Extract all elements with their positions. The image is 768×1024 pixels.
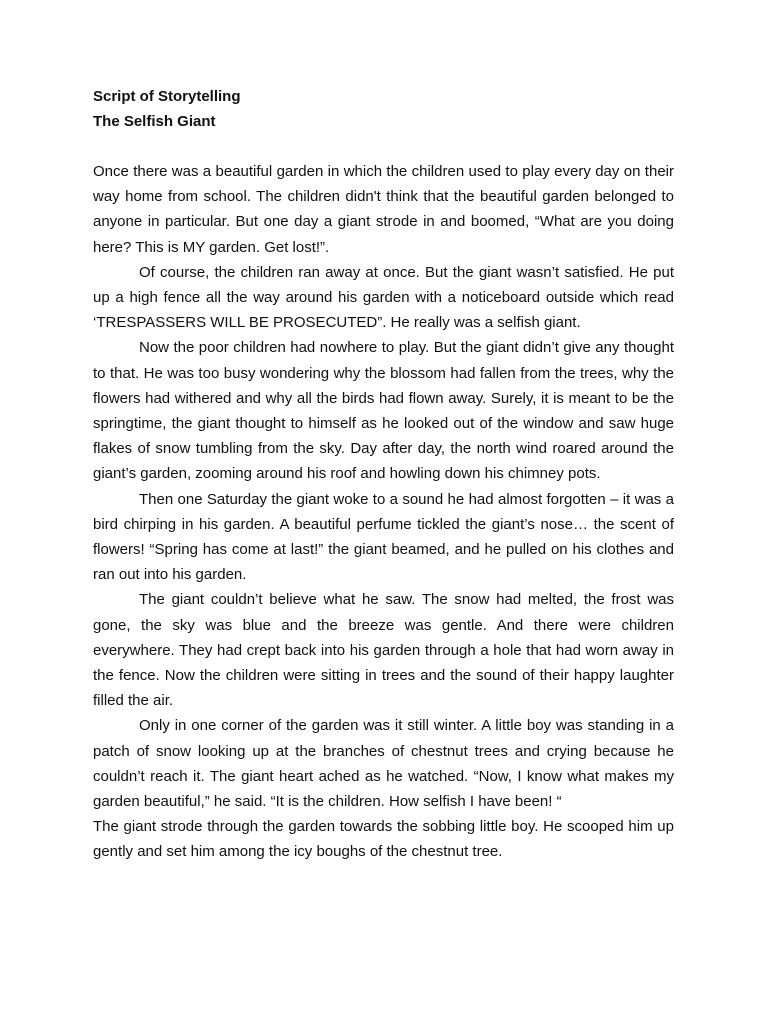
paragraph: The giant couldn’t believe what he saw. The snow had melted, the frost was gone, the sky was blue and the breeze was gentle. And there were children everywhere. They had crept back into his garden through a hole that had worn away in the fence. Now the children were sitting in trees and the sound of their happy laughter filled the air. xyxy=(93,591,674,710)
paragraph: Once there was a beautiful garden in which the children used to play every day on their way home from school. The children didn't think that the beautiful garden belonged to anyone in particular. But one day a giant strode in and boomed, “What are you doing here? This is MY garden. Get lost!”. xyxy=(93,163,674,256)
script-heading: Script of Storytelling xyxy=(93,88,241,105)
story-title: The Selfish Giant xyxy=(93,113,216,130)
paragraph: Now the poor children had nowhere to play. But the giant didn’t give any thought to that. He was too busy wondering why the blossom had fallen from the trees, why the flowers had withered and why all the birds had flown away. Surely, it is meant to be the springtime, the giant thought to himself as he looked out of the window and saw huge flakes of snow tumbling from the sky. Day after day, the north wind roared around the giant’s garden, zooming around his roof and howling down his chimney pots. xyxy=(93,339,674,483)
blank-line xyxy=(93,134,674,159)
paragraph: Of course, the children ran away at once. But the giant wasn’t satisfied. He put up a high fence all the way around his garden with a noticeboard outside which read ‘TRESPASSERS WILL BE PROSECUTED”. He really was a selfish giant. xyxy=(93,263,674,332)
paragraph: The giant strode through the garden towards the sobbing little boy. He scooped him up gently and set him among the icy boughs of the chestnut tree. xyxy=(93,818,674,861)
paragraph: Then one Saturday the giant woke to a sound he had almost forgotten – it was a bird chirping in his garden. A beautiful perfume tickled the giant’s nose… the scent of flowers! “Spring has come at last!” the giant beamed, and he pulled on his clothes and ran out into his garden. xyxy=(93,490,674,584)
document-page xyxy=(93,84,674,865)
paragraph: Only in one corner of the garden was it still winter. A little boy was standing in a patch of snow looking up at the branches of chestnut trees and crying because he couldn’t reach it. The giant heart ached as he watched. “Now, I know what makes my garden beautiful,” he said. “It is the children. How selfish I have been! “ xyxy=(93,717,674,811)
